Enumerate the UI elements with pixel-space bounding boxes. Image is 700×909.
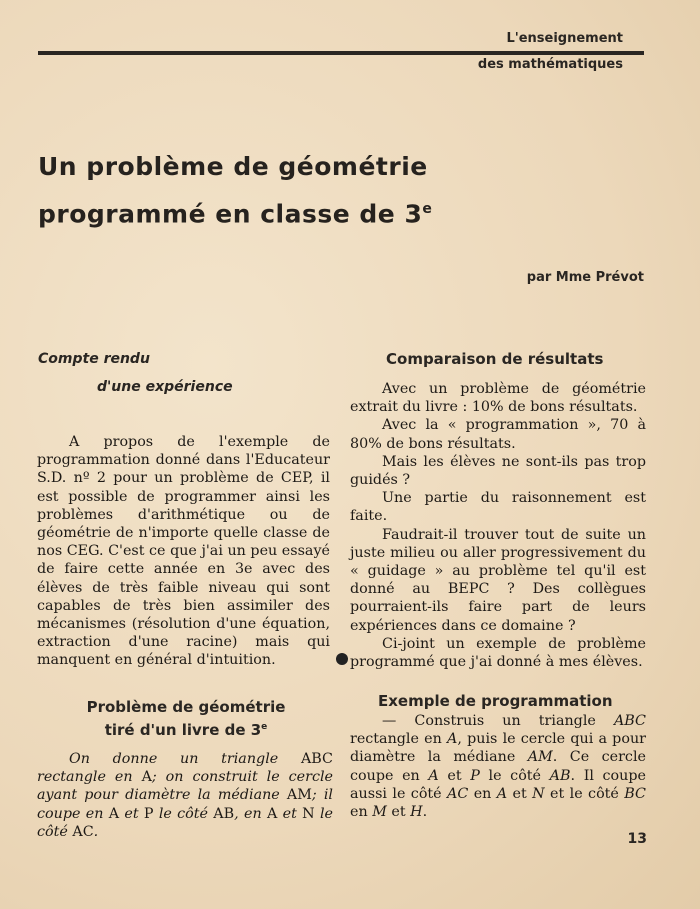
text-run: P bbox=[470, 767, 480, 784]
text-run: A bbox=[428, 767, 439, 784]
author-byline: par Mme Prévot bbox=[526, 270, 644, 285]
text-run: . Ce cercle coupe en bbox=[350, 749, 646, 784]
text-run: ABC bbox=[300, 751, 333, 767]
text-run: A bbox=[496, 785, 508, 802]
right-heading: Comparaison de résultats bbox=[386, 350, 604, 368]
text-run: N bbox=[532, 785, 545, 802]
left-section2-heading-line-2: tiré d'un livre de 3 bbox=[104, 721, 262, 739]
text-run: . bbox=[422, 804, 428, 821]
text-run: AC bbox=[447, 785, 469, 802]
text-run: . bbox=[93, 823, 99, 840]
text-run: , puis le cercle qui a pour diamètre la médiane bbox=[350, 731, 646, 766]
text-run: A bbox=[141, 769, 152, 786]
text-run: AB bbox=[213, 805, 235, 822]
text-run: le côté bbox=[37, 805, 333, 840]
text-run: en bbox=[468, 785, 497, 802]
right-body-text bbox=[350, 380, 646, 671]
right-section2-heading: Exemple de programmation bbox=[378, 692, 613, 710]
right-paragraph-6: Ci-joint un exemple de problème programmé que j'ai donné à mes élèves. bbox=[350, 635, 646, 671]
text-run: et bbox=[386, 804, 411, 821]
text-run: et bbox=[277, 805, 303, 822]
header-rule bbox=[38, 51, 644, 55]
right-paragraph-1: Avec un problème de géométrie extrait du livre : 10% de bons résultats. bbox=[350, 381, 646, 416]
left-section2-heading bbox=[38, 697, 334, 740]
text-run: ABC bbox=[613, 713, 646, 729]
text-run: A bbox=[447, 731, 458, 748]
left-body-text bbox=[37, 433, 330, 670]
header-line-2: des mathématiques bbox=[477, 57, 623, 72]
right-paragraph-2: Avec la « programmation », 70 à 80% de bons résultats. bbox=[350, 417, 646, 452]
text-run: le côté bbox=[479, 767, 550, 784]
article-title bbox=[38, 146, 638, 235]
text-run: et bbox=[119, 805, 144, 822]
right-section2-body bbox=[350, 712, 646, 821]
left-section2-heading-line-1: Problème de géométrie bbox=[86, 698, 286, 716]
text-run: , en bbox=[234, 805, 267, 822]
left-heading-line-1: Compte rendu bbox=[38, 351, 150, 367]
left-section2-body bbox=[37, 750, 333, 841]
right-paragraph-4: Une partie du raisonnement est faite. bbox=[350, 490, 646, 525]
text-run: AM bbox=[527, 749, 553, 766]
text-run: AB bbox=[549, 767, 571, 784]
text-run: en bbox=[350, 804, 373, 821]
text-run: P bbox=[143, 805, 154, 822]
text-run: — Construis un triangle bbox=[382, 713, 614, 729]
text-run: et le côté bbox=[544, 785, 625, 802]
title-superscript: e bbox=[422, 201, 433, 217]
text-run: A bbox=[266, 805, 278, 822]
page-number: 13 bbox=[627, 831, 647, 847]
text-run: H bbox=[410, 804, 423, 821]
header-line-1: L'enseignement bbox=[506, 31, 623, 46]
text-run: et bbox=[507, 785, 533, 802]
text-run: M bbox=[372, 804, 387, 821]
section-bullet bbox=[336, 653, 348, 665]
text-run: AC bbox=[72, 823, 94, 840]
text-run: et bbox=[438, 767, 471, 784]
left-paragraph: A propos de l'exemple de programmation donné dans l'Educateur S.D. nº 2 pour un problème de CEP, il est possible de programmer ainsi les problèmes d'arithmétique ou de géométrie de n'importe quelle classe de nos CEG. C'est ce que j'ai un peu essayé de faire cette année en 3e avec des élèves de très faible niveau qui sont capables de très bien assimiler des mécanismes (résolution d'une équation, extraction d'une racine) mais qui manquent en général d'intuition. bbox=[37, 434, 330, 669]
text-run: . Il coupe aussi le côté bbox=[350, 767, 646, 802]
text-run: le côté bbox=[153, 805, 214, 822]
text-run: rectangle en bbox=[37, 769, 142, 786]
text-run: A bbox=[108, 805, 120, 822]
left-heading-line-2: d'une expérience bbox=[97, 379, 233, 395]
text-run: On donne un triangle bbox=[69, 751, 301, 767]
text-run: AM bbox=[286, 787, 312, 804]
text-run: rectangle en bbox=[350, 731, 448, 748]
left-section2-paragraph bbox=[37, 750, 333, 841]
title-line-1: Un problème de géométrie bbox=[38, 152, 428, 181]
text-run: BC bbox=[624, 785, 646, 802]
text-run: N bbox=[302, 805, 315, 822]
text-run: ; on construit le cercle ayant pour diamètre la médiane bbox=[37, 769, 333, 804]
right-section2-paragraph bbox=[350, 712, 646, 821]
right-paragraph-5: Faudrait-il trouver tout de suite un juste milieu ou aller progressivement du « guidage » au problème tel qu'il est donné au BEPC ? Des collègues pourraient-ils faire part de leurs expériences dans ce domaine ? bbox=[350, 526, 646, 634]
text-run: ; il coupe en bbox=[37, 787, 333, 822]
left-section2-heading-sup: e bbox=[261, 722, 268, 732]
right-paragraph-3: Mais les élèves ne sont-ils pas trop guidés ? bbox=[350, 453, 646, 489]
title-line-2: programmé en classe de 3 bbox=[38, 199, 423, 229]
